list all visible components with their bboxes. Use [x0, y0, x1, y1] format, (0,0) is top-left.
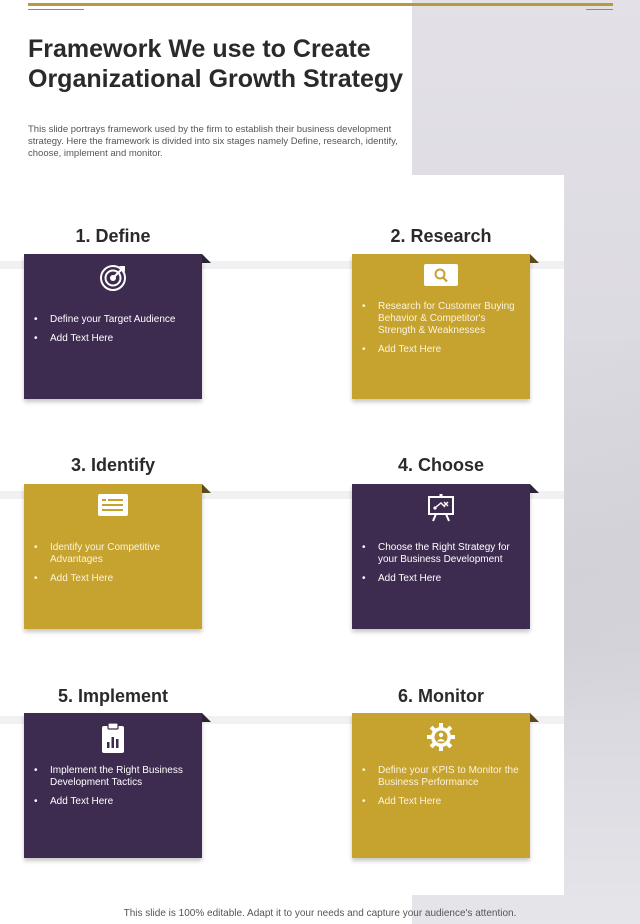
gear-icon [352, 723, 530, 756]
stage-heading-monitor: 6. Monitor [398, 686, 484, 706]
id-card-icon [24, 494, 202, 521]
card-fold [530, 713, 539, 722]
bullet-item: • Add Text Here [362, 573, 522, 585]
card-fold [202, 254, 211, 263]
top-thin-rule-right [586, 9, 613, 10]
clipboard-chart-icon [24, 723, 202, 758]
stage-card-implement [24, 713, 202, 858]
bullet-item: • Add Text Here [362, 344, 522, 356]
stage-card-identify [24, 484, 202, 629]
stage-heading-implement: 5. Implement [57, 686, 169, 706]
card-fold [530, 484, 539, 493]
bullet-item: • Add Text Here [34, 796, 194, 808]
bullet-item: • Research for Customer Buying Behavior & Competitor's Strength & Weaknesses [362, 301, 522, 337]
stage-card-choose [352, 484, 530, 629]
footer-note: This slide is 100% editable. Adapt it to your needs and capture your audience's attention. [123, 908, 517, 919]
bullet-item: • Identify your Competitive Advantages [34, 542, 194, 566]
stage-heading-define: 1. Define [75, 226, 151, 246]
page-description: This slide portrays framework used by the firm to establish their business development strategy. Here the framework is divided into six stages namely Define, research, identify, choose, implement and monitor. [28, 124, 398, 159]
target-icon [24, 264, 202, 297]
bullet-item: • Define your Target Audience [34, 314, 194, 326]
stage-heading-choose: 4. Choose [397, 455, 485, 475]
bullet-item: • Define your KPIS to Monitor the Business Performance [362, 765, 522, 789]
bullet-item: • Choose the Right Strategy for your Business Development [362, 542, 522, 566]
top-accent-rule [28, 3, 613, 6]
stage-heading-identify: 3. Identify [70, 455, 155, 475]
search-icon [352, 264, 530, 291]
card-fold [530, 254, 539, 263]
top-thin-rule-left [28, 9, 84, 10]
page-title: Framework We use to Create Organizational Growth Strategy [28, 35, 404, 93]
stage-card-research [352, 254, 530, 399]
bullet-item: • Add Text Here [362, 796, 522, 808]
card-fold [202, 484, 211, 493]
stage-card-define [24, 254, 202, 399]
stage-card-monitor [352, 713, 530, 858]
card-fold [202, 713, 211, 722]
bullet-item: • Add Text Here [34, 573, 194, 585]
stage-heading-research: 2. Research [390, 226, 492, 246]
bullet-item: • Implement the Right Business Development Tactics [34, 765, 194, 789]
presentation-board-icon [352, 494, 530, 527]
bullet-item: • Add Text Here [34, 333, 194, 345]
